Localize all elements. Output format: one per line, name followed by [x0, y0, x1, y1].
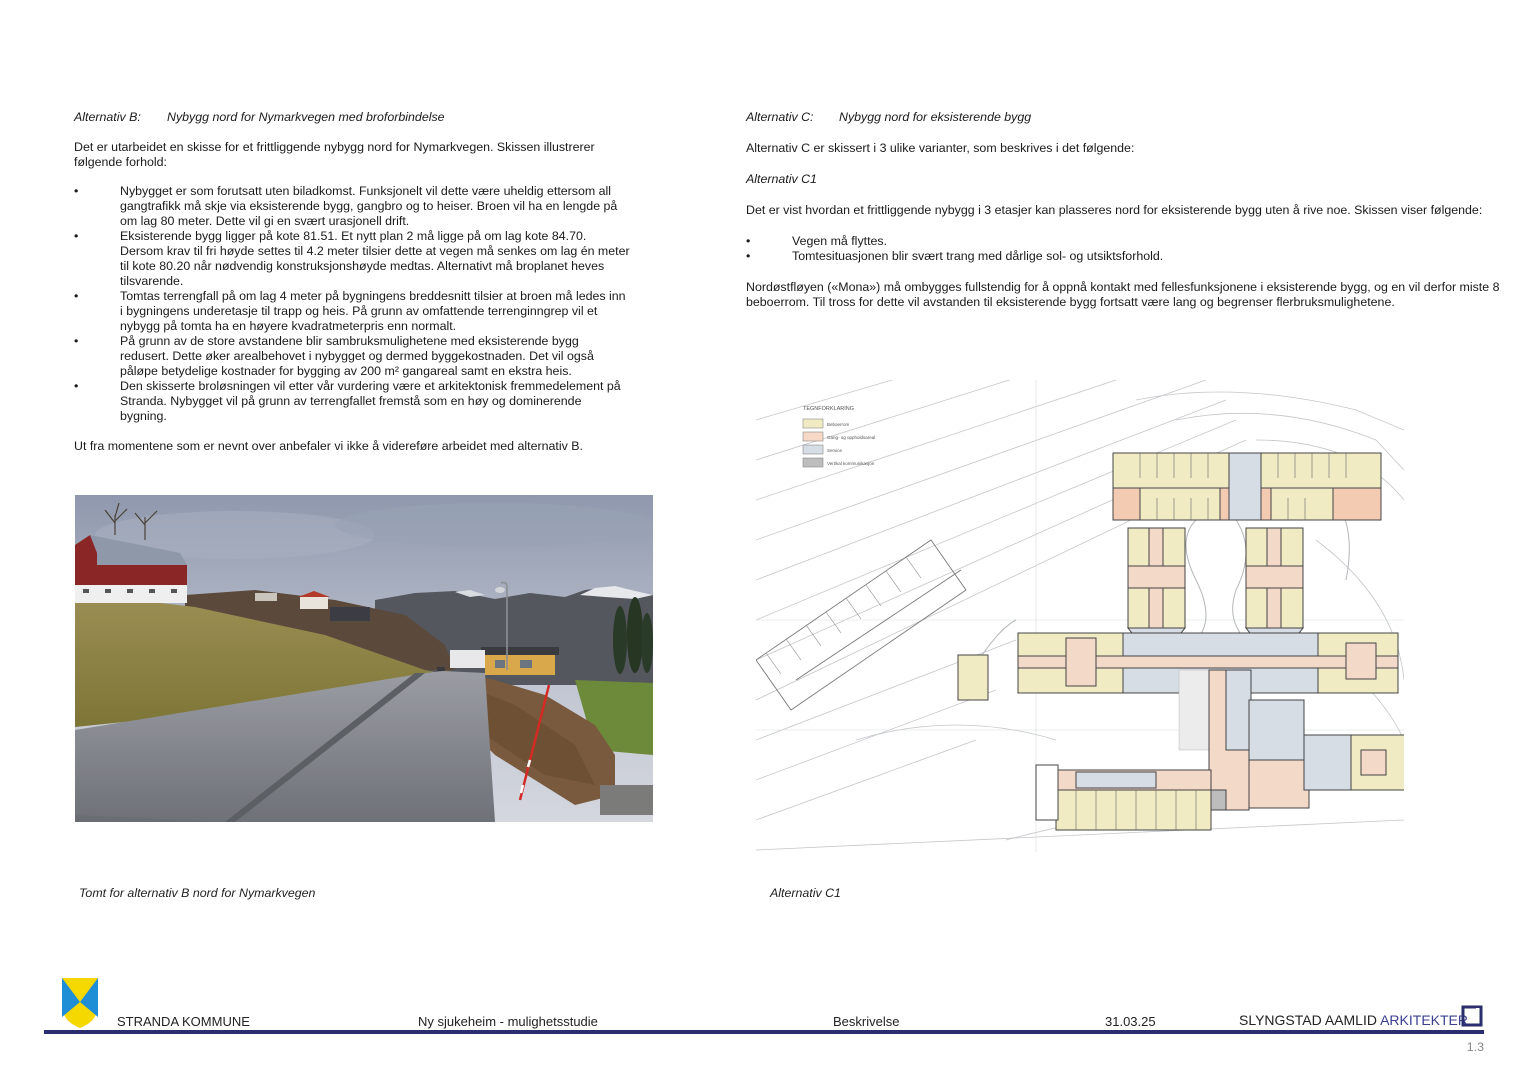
footer-municipality: STRANDA KOMMUNE: [117, 1014, 250, 1029]
heading-title: Nybygg nord for eksisterende bygg: [839, 110, 1032, 124]
text-line: Den skisserte broløsningen vil etter vår vurdering være et arkitektonisk fremmedelement på: [120, 379, 621, 393]
description-paragraph: Det er vist hvordan et frittliggende nybygg i 3 etasjer kan plasseres nord for eksisterende bygg uten å rive noe. Skissen viser følgende:: [746, 203, 1483, 217]
heading-title: Nybygg nord for Nymarkvegen med broforbindelse: [167, 110, 445, 124]
bullet-icon: •: [74, 289, 79, 303]
text-line: i bygningens underetasje til trapp og heis. På grunn av omfattende terrenginngrep vil et: [120, 304, 598, 318]
text-line: Stranda. Nybygget vil på grunn av terrengfallet fremstå som en høy og dominerende: [120, 394, 582, 408]
footer-divider: [44, 1030, 1484, 1034]
footer-section: Beskrivelse: [833, 1014, 900, 1029]
shield-icon: [61, 977, 99, 1029]
site-plan-drawing: [756, 380, 1404, 852]
alternative-b-heading: [74, 110, 674, 125]
text-line: gangtrafikk må skje via eksisterende bygg, gangbro og to heiser. Broen vil ha en lengde på: [120, 199, 618, 213]
footer-project: Ny sjukeheim - mulighetsstudie: [418, 1014, 598, 1029]
bullet-icon: •: [74, 334, 79, 348]
firm-name: SLYNGSTAD AAMLID: [1239, 1012, 1377, 1028]
bullet-item: [74, 184, 674, 229]
svg-text:TEGNFORKLARING: TEGNFORKLARING: [803, 406, 855, 412]
photo-caption: Tomt for alternativ B nord for Nymarkvegen: [79, 886, 316, 900]
plan-caption: Alternativ C1: [770, 886, 841, 900]
bullet-list-b: [74, 184, 674, 424]
site-photo: [75, 495, 653, 822]
footer-firm: [1239, 1013, 1468, 1028]
text-line: Nordøstfløyen («Mona») må ombygges fullstendig for å oppnå kontakt med fellesfunksjonene i eksisterende bygg, og en vil derfor miste 8: [746, 280, 1500, 294]
text-line: til kote 80.20 når nødvendig konstruksjonshøyde medtas. Alternativt må broplanet heves: [120, 259, 605, 273]
text-line: Tomtas terrengfall på om lag 4 meter på bygningens breddesnitt tilsier at broen må ledes inn: [120, 289, 626, 303]
municipality-shield-logo: [61, 977, 99, 1029]
bullet-icon: •: [746, 234, 751, 248]
text-line: redusert. Dette øker arealbehovet i nybygget og dermed byggekostnaden. Det vil også: [120, 349, 594, 363]
bullet-icon: •: [746, 249, 751, 263]
intro-paragraph: [74, 140, 674, 170]
bullet-item: [74, 379, 674, 424]
text-line: Vegen må flyttes.: [792, 234, 888, 248]
bullet-item: [746, 234, 1506, 249]
conclusion-paragraph: Ut fra momentene som er nevnt over anbefaler vi ikke å videreføre arbeidet med alternativ B.: [74, 439, 583, 453]
page-number: 1.3: [1466, 1040, 1484, 1054]
right-column: [746, 110, 1506, 310]
alternative-c-heading: [746, 110, 1506, 125]
svg-text:Beboerrom: Beboerrom: [827, 422, 850, 427]
svg-text:Service: Service: [827, 448, 843, 453]
closing-paragraph: [746, 280, 1506, 310]
left-column: [74, 110, 674, 454]
text-line: følgende forhold:: [74, 155, 167, 169]
heading-label: Alternativ B:: [74, 110, 141, 124]
firm-logo-icon: [1461, 1005, 1483, 1027]
bullet-icon: •: [74, 184, 79, 198]
bullet-item: [74, 289, 674, 334]
footer-date: 31.03.25: [1105, 1014, 1156, 1029]
text-line: Nybygget er som forutsatt uten biladkomst. Funksjonelt vil dette være uheldig ettersom all: [120, 184, 612, 198]
svg-text:Gang- og oppholdsareal: Gang- og oppholdsareal: [827, 435, 876, 440]
text-line: nybygg på tomta ha en høyere kvadratmeterpris enn normalt.: [120, 319, 457, 333]
text-line: bygning.: [120, 409, 167, 423]
bullet-icon: •: [74, 379, 79, 393]
text-line: beboerrom. Til tross for dette vil avstanden til eksisterende bygg fortsatt være lang og begrenser flerbruksmulighetene.: [746, 295, 1395, 309]
text-line: Dersom krav til fri høyde settes til 4.2 meter tilsier dette at vegen må senkes om lag én meter: [120, 244, 630, 258]
text-line: På grunn av de store avstandene blir sambruksmulighetene med eksisterende bygg: [120, 334, 579, 348]
bullet-icon: •: [74, 229, 79, 243]
bullet-item: [746, 249, 1506, 264]
subheading-c1: Alternativ C1: [746, 172, 817, 186]
bullet-list-c1: [746, 234, 1506, 264]
firm-suffix: ARKITEKTER: [1380, 1012, 1468, 1028]
intro-paragraph: Alternativ C er skissert i 3 ulike varianter, som beskrives i det følgende:: [746, 141, 1135, 155]
floor-plan-illustration: [756, 380, 1404, 852]
road-photo-illustration: [75, 495, 653, 822]
heading-label: Alternativ C:: [746, 110, 814, 124]
text-line: påløpe betydelige kostnader for bygging av 200 m² gangareal samt en ekstra heis.: [120, 364, 572, 378]
svg-text:Vertikal kommunikasjon: Vertikal kommunikasjon: [827, 461, 875, 466]
bullet-item: [74, 229, 674, 289]
text-line: tilsvarende.: [120, 274, 184, 288]
bracket-square-icon: [1461, 1005, 1483, 1027]
text-line: Det er utarbeidet en skisse for et frittliggende nybygg nord for Nymarkvegen. Skissen illustrerer: [74, 140, 595, 154]
bullet-item: [74, 334, 674, 379]
text-line: Tomtesituasjonen blir svært trang med dårlige sol- og utsiktsforhold.: [792, 249, 1164, 263]
text-line: Eksisterende bygg ligger på kote 81.51. Et nytt plan 2 må ligge på om lag kote 84.70.: [120, 229, 587, 243]
text-line: om lag 80 meter. Dette vil gi en svært urasjonell drift.: [120, 214, 410, 228]
